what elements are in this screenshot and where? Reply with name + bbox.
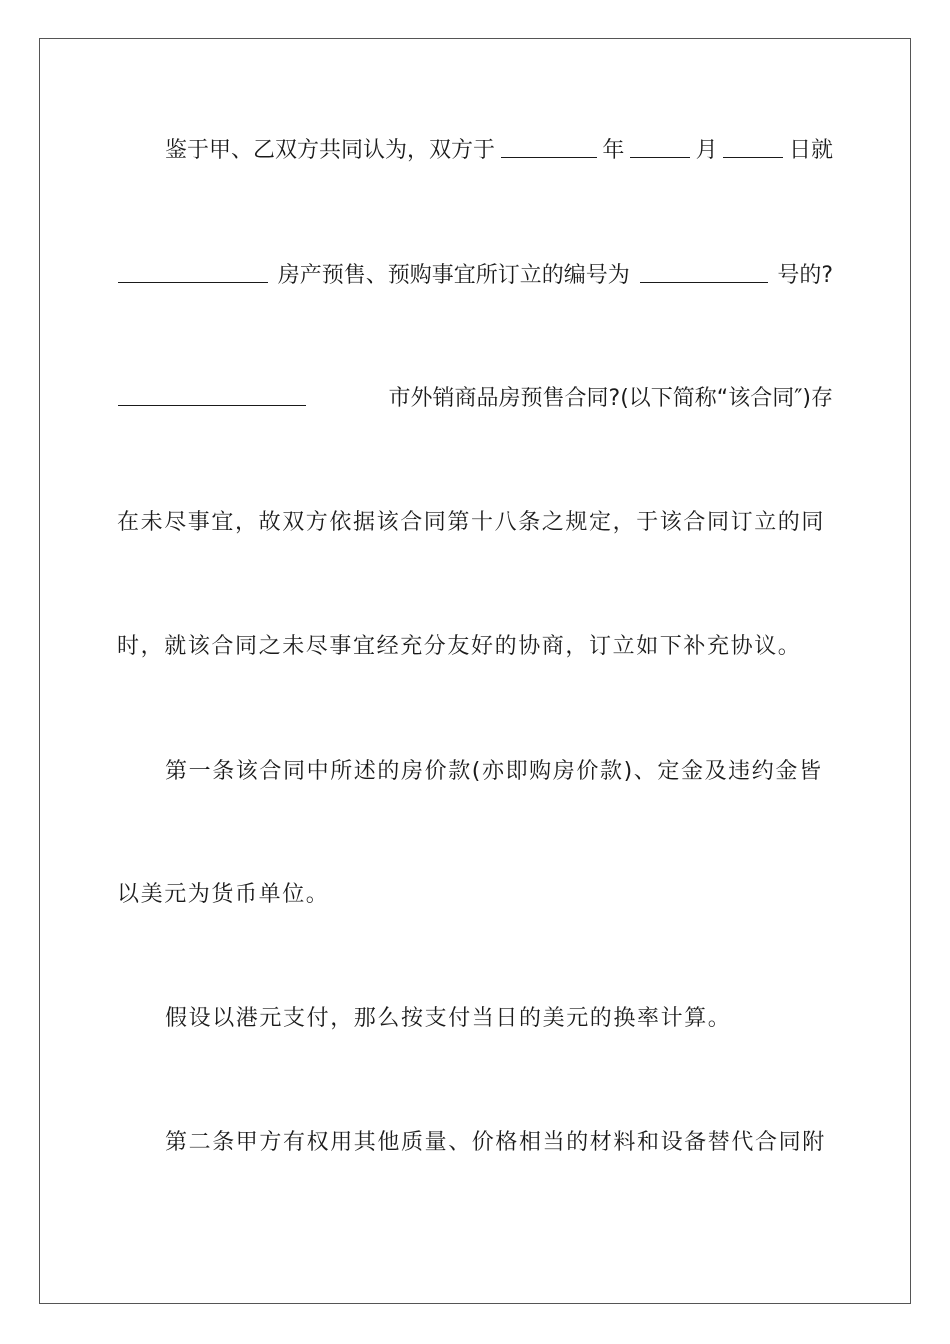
paragraph-line-8: 假设以港元支付，那么按支付当日的美元的换率计算。 (165, 1006, 732, 1031)
line-1-text-year: 年 (602, 138, 625, 163)
blank-city (118, 381, 306, 406)
line-2-text-a: 房产预售、预购事宜所订立的编号为 (277, 263, 630, 288)
blank-day (723, 133, 783, 158)
line-3-text-a: 市外销商品房预售合同?(以下简称“该合同″)存 (388, 386, 833, 411)
blank-contract-number (640, 258, 768, 283)
paragraph-line-5: 时，就该合同之未尽事宜经充分友好的协商，订立如下补充协议。 (117, 634, 802, 659)
paragraph-line-2 (117, 258, 833, 294)
line-1-text-month: 月 (695, 138, 718, 163)
blank-month (630, 133, 690, 158)
paragraph-line-3 (117, 381, 833, 417)
blank-property (118, 258, 268, 283)
paragraph-line-9: 第二条甲方有权用其他质量、价格相当的材料和设备替代合同附 (165, 1130, 826, 1155)
blank-year (501, 133, 597, 158)
paragraph-line-1 (117, 133, 833, 169)
line-1-text-a: 鉴于甲、乙双方共同认为，双方于 (165, 138, 496, 163)
paragraph-line-6: 第一条该合同中所述的房价款(亦即购房价款)、定金及违约金皆 (165, 759, 823, 784)
line-1-text-day: 日就 (788, 138, 833, 163)
paragraph-line-4: 在未尽事宜，故双方依据该合同第十八条之规定，于该合同订立的同 (117, 510, 826, 535)
page-border (39, 38, 911, 1304)
paragraph-line-7: 以美元为货币单位。 (117, 882, 330, 907)
line-2-text-b: 号的? (777, 263, 833, 288)
